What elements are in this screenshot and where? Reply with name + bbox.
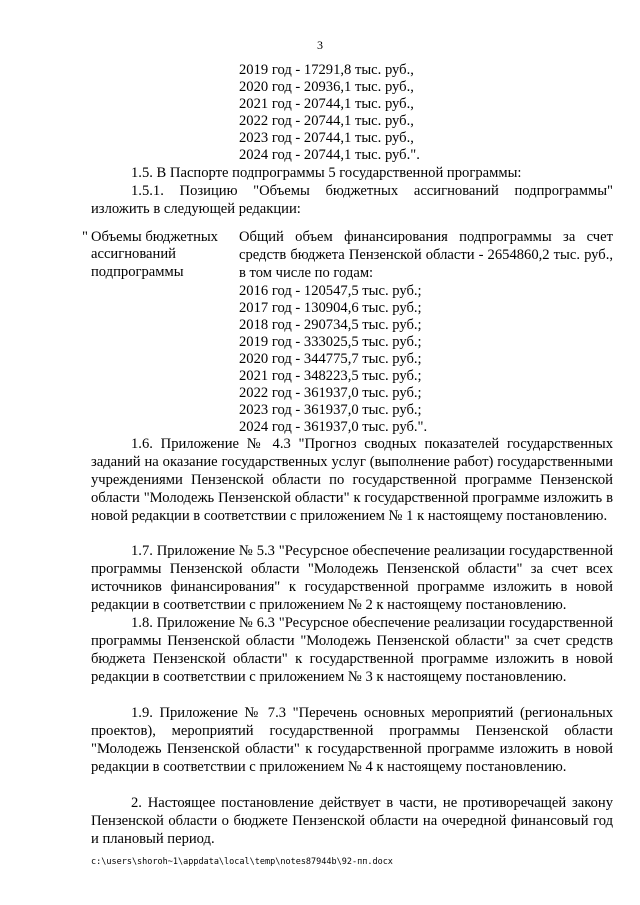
table-year-line: 2022 год - 361937,0 тыс. руб.; <box>239 385 422 402</box>
paragraph-1-6: 1.6. Приложение № 4.3 "Прогноз сводных показателей государственных заданий на оказание государственных услуг (выполнение работ) государственными учреждениями Пензенской области по государственной программе Пензенской области "Молодежь Пензенской области" к государственной программе изложить в новой редакции в соответствии с приложением № 1 к настоящему постановлению. <box>91 436 613 524</box>
footer-file-path: c:\users\shoroh~1\appdata\local\temp\notes87944b\92-пп.docx <box>91 857 393 867</box>
funding-line: 2020 год - 20936,1 тыс. руб., <box>239 79 414 96</box>
table-year-line: 2018 год - 290734,5 тыс. руб.; <box>239 316 422 333</box>
table-year-line: 2021 год - 348223,5 тыс. руб.; <box>239 368 422 385</box>
table-year-line: 2019 год - 333025,5 тыс. руб.; <box>239 334 422 350</box>
paragraph-1-7: 1.7. Приложение № 5.3 "Ресурсное обеспечение реализации государственной программы Пензенской области "Молодежь Пензенской области" за счет всех источников финансирования" к государственной программе изложить в новой редакции в соответствии с приложением № 2 к настоящему постановлению. <box>91 543 613 613</box>
table-year-line: 2016 год - 120547,5 тыс. руб.; <box>239 282 422 299</box>
table-year-line: 2024 год - 361937,0 тыс. руб.". <box>239 419 428 436</box>
table-year-line: 2020 год - 344775,7 тыс. руб.; <box>239 351 422 368</box>
paragraph-1-9: 1.9. Приложение № 7.3 "Перечень основных мероприятий (региональных проектов), мероприятий государственной программы Пензенской области "Молодежь Пензенской области" к государственной программе изложить в новой редакции в соответствии с приложением № 4 к настоящему постановлению. <box>91 705 613 775</box>
funding-line: 2019 год - 17291,8 тыс. руб., <box>239 62 414 78</box>
table-right-cell <box>239 229 613 437</box>
table-lead-text: Общий объем финансирования подпрограммы за счет средств бюджета Пензенской области - 2654860,2 тыс. руб., в том числе по годам: <box>239 229 613 281</box>
funding-line: 2022 год - 20744,1 тыс. руб., <box>239 113 414 130</box>
paragraph-1-8: 1.8. Приложение № 6.3 "Ресурсное обеспечение реализации государственной программы Пензенской области "Молодежь Пензенской области" за счет средств бюджета Пензенской области" к государственной программе изложить в новой редакции в соответствии с приложением № 3 к настоящему постановлению. <box>91 615 613 685</box>
page-number: 3 <box>317 38 323 52</box>
paragraph-1-5-1: 1.5.1. Позицию "Объемы бюджетных ассигнований подпрограммы" изложить в следующей редакции: <box>91 183 613 217</box>
table-left-label: Объемы бюджетных ассигнований подпрограммы <box>91 229 218 280</box>
year-funding-list <box>239 62 420 165</box>
funding-line: 2021 год - 20744,1 тыс. руб., <box>239 96 414 113</box>
paragraph-1-5: 1.5. В Паспорте подпрограммы 5 государственной программы: <box>131 165 522 181</box>
opening-quote: " <box>82 229 88 245</box>
table-year-line: 2017 год - 130904,6 тыс. руб.; <box>239 299 422 316</box>
funding-line: 2024 год - 20744,1 тыс. руб.". <box>239 147 420 164</box>
funding-line: 2023 год - 20744,1 тыс. руб., <box>239 130 414 147</box>
table-year-line: 2023 год - 361937,0 тыс. руб.; <box>239 402 422 419</box>
paragraph-2: 2. Настоящее постановление действует в части, не противоречащей закону Пензенской области о бюджете Пензенской области на очередной финансовый год и плановый период. <box>91 795 613 847</box>
